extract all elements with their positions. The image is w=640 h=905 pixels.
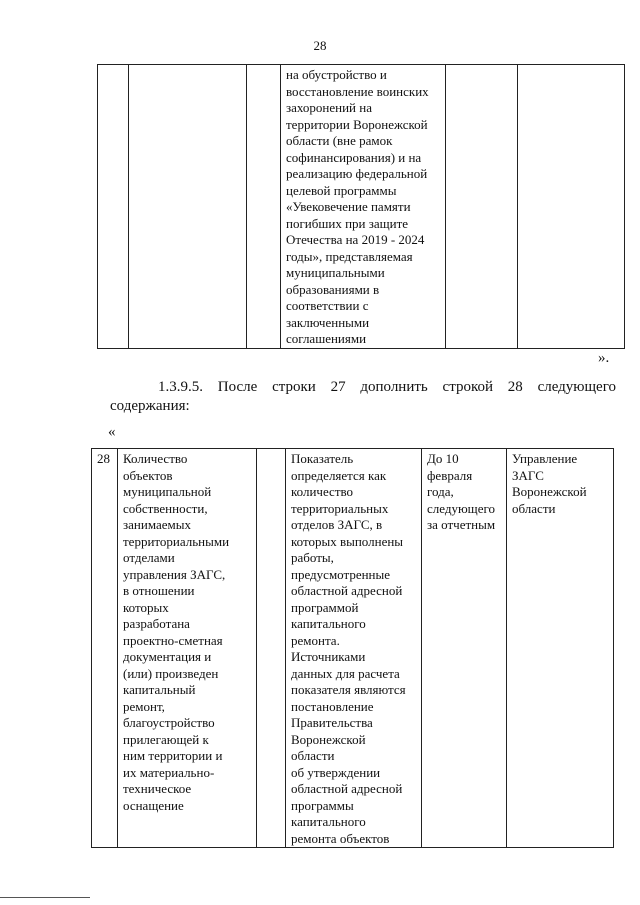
amendment-paragraph-continuation: содержания: [110, 398, 190, 414]
cell-deadline: До 10 февраля года, следующего за отчетным [422, 449, 507, 848]
cell-method: Показатель определяется как количество территориальных отделов ЗАГС, в которых выполнены работы, предусмотренные областной адресной программой капитального ремонта. Источниками данных для расчета показателя являются постановление Правительства Воронежской области об утверждении областной адресной программы капитального ремонта объектов [286, 449, 422, 848]
table-row [98, 65, 625, 349]
cell-number: 28 [92, 449, 118, 848]
table-row [92, 449, 614, 848]
cell-method: на обустройство и восстановление воинских захоронений на территории Воронежской области (вне рамок софинансирования) и на реализацию федеральной целевой программы «Увековечение памяти погибших при защите Отечества на 2019 - 2024 годы», представляемая муниципальными образованиями в соответствии с заключенными соглашениями [281, 65, 446, 349]
table-new-row [91, 448, 614, 848]
cell-indicator-name [129, 65, 247, 349]
cell-responsible: Управление ЗАГС Воронежской области [507, 449, 614, 848]
cell-deadline [446, 65, 518, 349]
closing-quote: ». [598, 350, 610, 366]
cell-responsible [518, 65, 625, 349]
page-number: 28 [313, 38, 327, 53]
cell-unit [247, 65, 281, 349]
opening-quote: « [108, 424, 116, 440]
cell-number [98, 65, 129, 349]
cell-unit [257, 449, 286, 848]
footnote-separator [0, 897, 90, 898]
cell-indicator-name: Количество объектов муниципальной собственности, занимаемых территориальными отделами управления ЗАГС, в отношении которых разработана проектно-сметная документация и (или) произведен капитальный ремонт, благоустройство прилегающей к ним территории и их материально- техническое оснащение [118, 449, 257, 848]
amendment-paragraph: 1.3.9.5. После строки 27 дополнить строкой 28 следующего [158, 379, 616, 395]
table-continuation [97, 64, 625, 349]
